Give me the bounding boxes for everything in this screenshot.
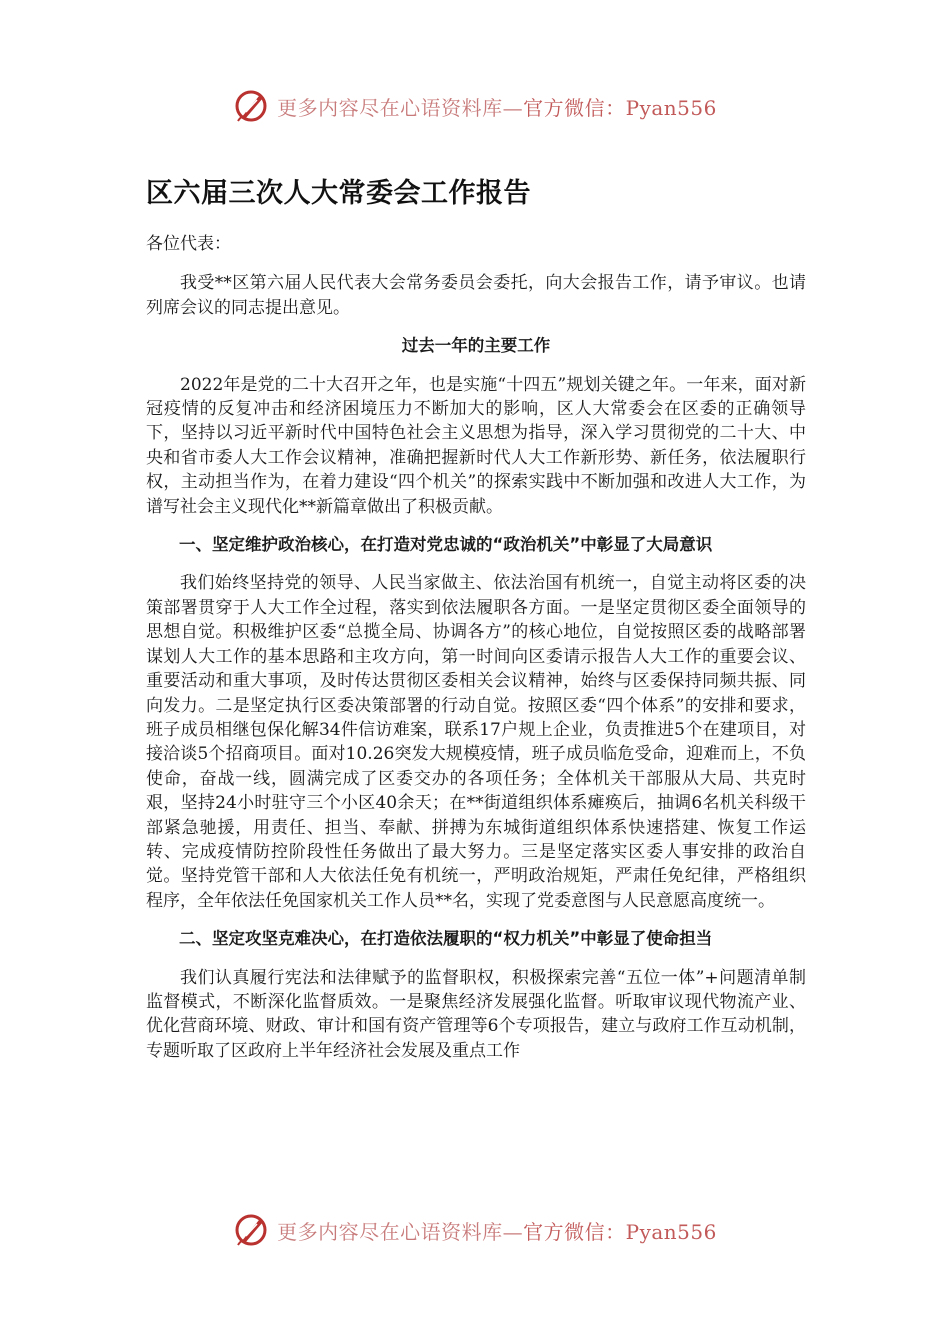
section-title: 过去一年的主要工作	[401, 336, 551, 356]
header-watermark-banner	[0, 84, 950, 128]
paragraph-power-organ: 我们认真履行宪法和法律赋予的监督职权，积极探索完善“五位一体”+问题清单制监督模式，不断深化监督质效。一是聚焦经济发展强化监督。听取审议现代物流产业、优化营商环境、财政、审计和国有资产管理等6个专项报告，建立与政府工作互动机制，专题听取了区政府上半年经济社会发展及重点工作	[146, 967, 806, 1061]
paragraph-political-organ: 我们始终坚持党的领导、人民当家做主、依法治国有机统一，自觉主动将区委的决策部署贯穿于人大工作全过程，落实到依法履职各方面。一是坚定贯彻区委全面领导的思想自觉。积极维护区委“总揽全局、协调各方”的核心地位，自觉按照区委的战略部署谋划人大工作的基本思路和主攻方向，第一时间向区委请示报告人大工作的重要会议、重要活动和重大事项，及时传达贯彻区委相关会议精神，始终与区委保持同频共振、同向发力。二是坚定执行区委决策部署的行动自觉。按照区委“四个体系”的安排和要求，班子成员相继包保化解34件信访难案，联系17户规上企业，负责推进5个在建项目，对接洽谈5个招商项目。面对10.26突发大规模疫情，班子成员临危受命，迎难而上，不负使命，奋战一线，圆满完成了区委交办的各项任务；全体机关干部服从大局、共克时艰，坚持24小时驻守三个小区40余天；在**街道组织体系瘫痪后，抽调6名机关科级干部紧急驰援，用责任、担当、奉献、拼搏为东城街道组织体系快速搭建、恢复工作运转、完成疫情防控阶段性任务做出了最大努力。三是坚定落实区委人事安排的政治自觉。坚持党管干部和人大依法任免有机统一，严明政治规矩，严肃任免纪律，严格组织程序，全年依法任免国家机关工作人员**名，实现了党委意图与人民意愿高度统一。	[146, 573, 806, 911]
footer-watermark-banner	[0, 1208, 950, 1252]
quill-logo-icon	[233, 1212, 269, 1248]
overview-paragraph: 2022年是党的二十大召开之年，也是实施“十四五”规划关键之年。一年来，面对新冠疫情的反复冲击和经济困境压力不断加大的影响，区人大常委会在区委的正确领导下，坚持以习近平新时代中国特色社会主义思想为指导，深入学习贯彻党的二十大、中央和省市委人大工作会议精神，准确把握新时代人大工作新形势、新任务，依法履职行权，主动担当作为，在着力建设“四个机关”的探索实践中不断加强和改进人大工作，为谱写社会主义现代化**新篇章做出了积极贡献。	[146, 374, 806, 517]
salutation: 各位代表：	[146, 234, 231, 254]
banner-text: 更多内容尽在心语资料库—官方微信：Pyan556	[277, 95, 717, 120]
document-title: 区六届三次人大常委会工作报告	[146, 178, 531, 209]
document-body	[146, 172, 806, 1077]
heading-power-organ: 二、坚定攻坚克难决心，在打造依法履职的“权力机关”中彰显了使命担当	[179, 929, 713, 949]
intro-paragraph: 我受**区第六届人民代表大会常务委员会委托，向大会报告工作，请予审议。也请列席会议的同志提出意见。	[146, 273, 806, 318]
quill-logo-icon	[233, 88, 269, 124]
heading-political-organ: 一、坚定维护政治核心，在打造对党忠诚的“政治机关”中彰显了大局意识	[179, 535, 713, 555]
banner-text: 更多内容尽在心语资料库—官方微信：Pyan556	[277, 1219, 717, 1244]
